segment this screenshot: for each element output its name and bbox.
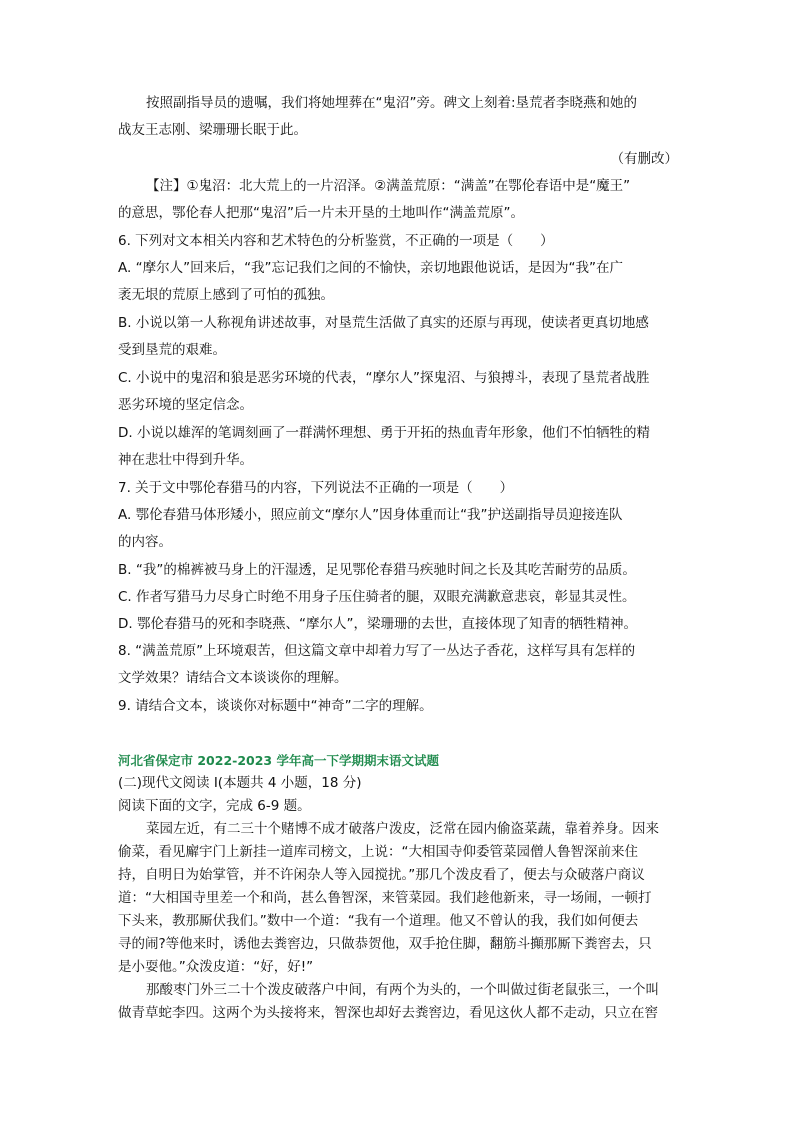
text-line: 寻的闹?等他来时，诱他去粪窖边，只做恭贺他，双手抢住脚，翻筋斗攧那厮下粪窖去，只 bbox=[118, 936, 652, 952]
text-line: 8. “满盖荒原”上环境艰苦，但这篇文章中却着力写了一丛达子香花，这样写具有怎样的 bbox=[118, 643, 636, 659]
text-line: 【注】①鬼沼：北大荒上的一片沼泽。②满盖荒原：“满盖”在鄂伦春语中是“魔王” bbox=[146, 178, 631, 194]
text-line: 菜园左近，有二三十个赌博不成才破落户泼皮，泛常在园内偷盗菜蔬，靠着养身。因来 bbox=[146, 821, 659, 837]
paragraph-burial bbox=[118, 90, 678, 144]
text-line: 道：“大相国寺里差一个和尚，甚么鲁智深，来管菜园。我们趁他新来，寻一场闹，一顿打 bbox=[118, 890, 652, 906]
question-6-stem: 6. 下列对文本相关内容和艺术特色的分析鉴赏，不正确的一项是（ ） bbox=[118, 233, 554, 249]
text-line: C. 小说中的鬼沼和狼是恶劣环境的代表，“摩尔人”探鬼沼、与狼搏斗，表现了垦荒者战胜 bbox=[118, 370, 650, 386]
source-note: （有删改） bbox=[610, 151, 678, 167]
text-line: 偷菜，看见廨宇门上新挂一道库司榜文，上说：“大相国寺仰委管菜园僧人鲁智深前来住 bbox=[118, 844, 638, 860]
question-7-option-a bbox=[118, 502, 678, 556]
question-7-option-d: D. 鄂伦春猎马的死和李晓燕、“摩尔人”，梁珊珊的去世，直接体现了知青的牺牲精神。 bbox=[118, 616, 637, 632]
question-7-option-b: B. “我”的棉裤被马身上的汗湿透，足见鄂伦春猎马疾驰时间之长及其吃苦耐劳的品质。 bbox=[118, 562, 636, 578]
passage-paragraph-2 bbox=[118, 979, 678, 1025]
question-9: 9. 请结合文本，谈谈你对标题中“神奇”二字的理解。 bbox=[118, 698, 433, 714]
text-line: 恶劣环境的坚定信念。 bbox=[118, 397, 253, 413]
text-line: 的内容。 bbox=[118, 534, 172, 550]
footnote bbox=[118, 173, 678, 227]
text-line: 受到垦荒的艰难。 bbox=[118, 342, 226, 358]
text-line: 持，自明日为始掌管，并不许闲杂人等入园搅扰。”那几个泼皮看了，便去与众破落户商议 bbox=[118, 867, 645, 883]
instruction: 阅读下面的文字，完成 6-9 题。 bbox=[118, 798, 311, 814]
exam-title: 河北省保定市 2022-2023 学年高一下学期期末语文试题 bbox=[118, 753, 439, 768]
section-heading: (二)现代文阅读 I(本题共 4 小题，18 分) bbox=[118, 775, 362, 791]
text-line: 神在悲壮中得到升华。 bbox=[118, 452, 253, 468]
text-line: 做青草蛇李四。这两个为头接将来，智深也却好去粪窖边，看见这伙人都不走动，只立在窖 bbox=[118, 1005, 658, 1021]
text-line: D. 小说以雄浑的笔调刻画了一群满怀理想、勇于开拓的热血青年形象，他们不怕牺牲的精 bbox=[118, 425, 650, 441]
text-line: 是小耍他。”众泼皮道：“好，好!” bbox=[118, 959, 314, 975]
question-7-stem: 7. 关于文中鄂伦春猎马的内容，下列说法不正确的一项是（ ） bbox=[118, 480, 514, 496]
text-line: 文学效果？请结合文本谈谈你的理解。 bbox=[118, 670, 348, 686]
question-6-option-c bbox=[118, 365, 678, 419]
question-6-option-b bbox=[118, 310, 678, 364]
text-line: 那酸枣门外三二十个泼皮破落户中间，有两个为头的，一个叫做过街老鼠张三，一个叫 bbox=[146, 982, 659, 998]
text-line: 的意思，鄂伦春人把那“鬼沼”后一片未开垦的土地叫作“满盖荒原”。 bbox=[118, 205, 524, 221]
text-line: 按照副指导员的遗嘱，我们将她埋葬在“鬼沼”旁。碑文上刻着:垦荒者李晓燕和她的 bbox=[146, 95, 638, 111]
text-line: A. 鄂伦春猎马体形矮小，照应前文“摩尔人”因身体重而让“我”护送副指导员迎接连队 bbox=[118, 507, 623, 523]
text-line: 下头来，教那厮伏我们。”数中一个道：“我有一个道理。他又不曾认的我，我们如何便去 bbox=[118, 913, 639, 929]
question-6-option-d bbox=[118, 420, 678, 474]
text-line: 战友王志刚、梁珊珊长眠于此。 bbox=[118, 122, 307, 138]
passage-paragraph-1 bbox=[118, 818, 678, 979]
question-6-option-a bbox=[118, 255, 678, 309]
text-line: B. 小说以第一人称视角讲述故事，对垦荒生活做了真实的还原与再现，使读者更真切地感 bbox=[118, 315, 649, 331]
question-7-option-c: C. 作者写猎马力尽身亡时绝不用身子压住骑者的腿，双眼充满歉意悲哀，彰显其灵性。 bbox=[118, 589, 636, 605]
question-8 bbox=[118, 638, 678, 692]
text-line: 袤无垠的荒原上感到了可怕的孤独。 bbox=[118, 287, 334, 303]
text-line: A. “摩尔人”回来后，“我”忘记我们之间的不愉快，亲切地跟他说话，是因为“我”在广 bbox=[118, 260, 624, 276]
